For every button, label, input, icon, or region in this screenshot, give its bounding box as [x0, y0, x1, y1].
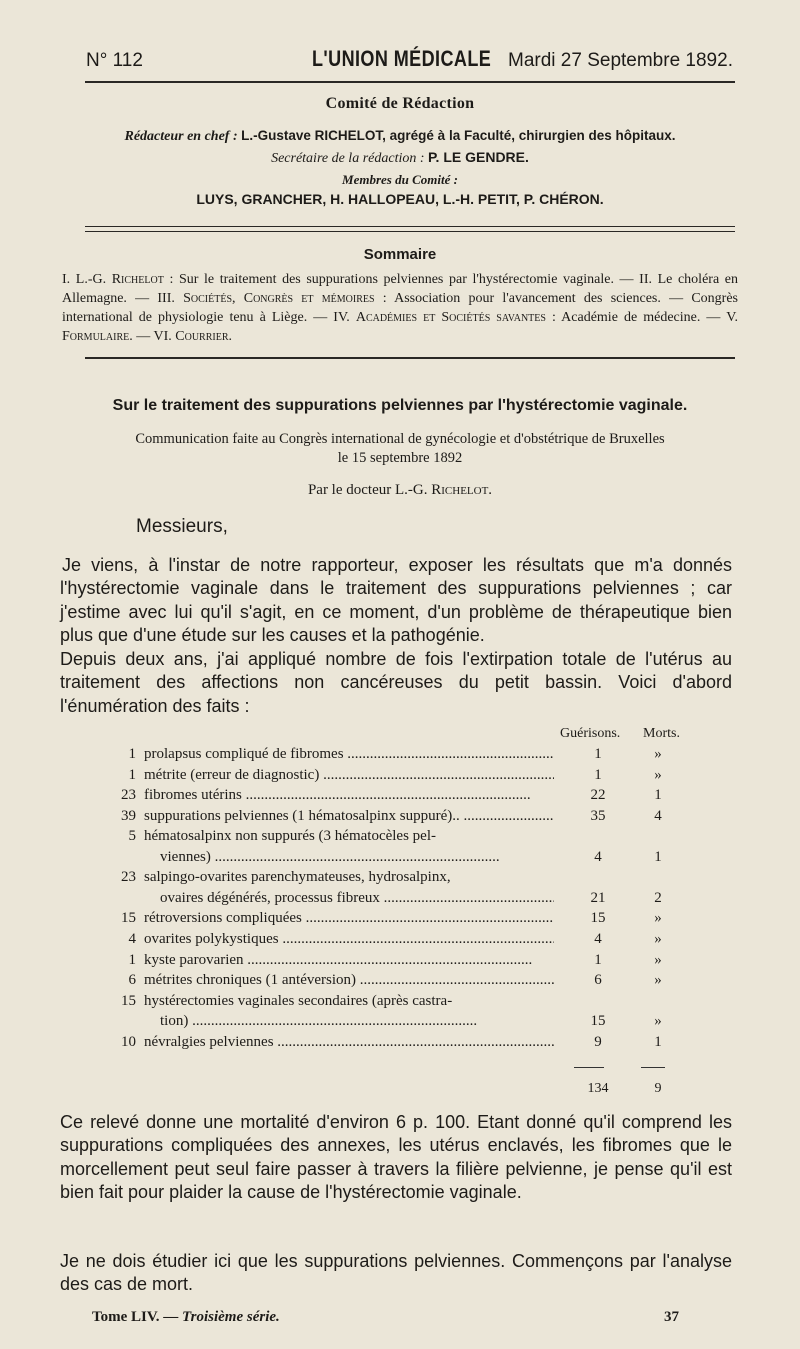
- case-count: 5: [128, 828, 136, 845]
- case-label-text: suppurations pelviennes (1 hématosalpinx suppuré).. .....: [144, 808, 554, 824]
- summary-author: L.-G. Richelot: [75, 272, 164, 287]
- paragraph-3: [60, 1111, 732, 1204]
- guerisons-value: 22: [590, 787, 606, 804]
- case-count: 1: [128, 951, 136, 968]
- case-count: 23: [121, 869, 136, 886]
- case-label-line-2: viennes) .....: [144, 847, 554, 868]
- morts-value: 4: [654, 807, 662, 824]
- members-label: Membres du Comité :: [342, 172, 458, 187]
- case-count: 10: [121, 1033, 136, 1050]
- table-row: [100, 806, 730, 827]
- guerisons-value: 21: [590, 889, 606, 906]
- guerisons-value: 35: [590, 807, 606, 824]
- summary-part: : Association pour l'avancement des sciences. — Congrès international de physiologie tenu à Liège. — IV.: [62, 291, 738, 325]
- morts-value: 1: [654, 848, 662, 865]
- secretary-name: P. LE GENDRE.: [428, 149, 529, 165]
- byline: [60, 482, 740, 499]
- issue-number: N° 112: [86, 50, 143, 71]
- case-count: 4: [128, 930, 136, 947]
- byline-prefix: Par le docteur: [307, 482, 395, 498]
- case-label-text: fibromes utérins .....: [144, 787, 531, 803]
- column-guerisons: Guérisons.: [560, 726, 621, 741]
- morts-value: 1: [654, 787, 662, 804]
- communication-note: [60, 430, 740, 468]
- case-label: [144, 929, 554, 950]
- case-label: [144, 826, 554, 867]
- case-label-line-1: hystérectomies vaginales secondaires (après castra-: [144, 992, 453, 1009]
- case-label-text: névralgies pelviennes .....: [144, 1034, 554, 1050]
- summary-part: : Académie de médecine. — V.: [545, 310, 738, 325]
- table-row: [100, 765, 730, 786]
- morts-value: 1: [654, 1033, 662, 1050]
- morts-value: »: [654, 930, 662, 947]
- morts-value: »: [654, 951, 662, 968]
- article-title: Sur le traitement des suppurations pelviennes par l'hystérectomie vaginale.: [112, 397, 688, 414]
- case-label-text: métrites chroniques (1 antéversion) .....: [144, 972, 554, 988]
- issue-date: Mardi 27 Septembre 1892.: [508, 50, 733, 71]
- total-guerisons: 134: [587, 1081, 609, 1096]
- total-rule-morts: [641, 1067, 665, 1068]
- members-list: LUYS, GRANCHER, H. HALLOPEAU, L.-H. PETIT, P. CHÉRON.: [196, 191, 604, 207]
- case-label: [144, 991, 554, 1032]
- paragraph-1-text: Je viens, à l'instar de notre rapporteur, exposer les résultats que m'a donnés l'hystérectomie vaginale dans le traitement des suppurations pelviennes ; car j'estime avec lui qu'il s'agit, en ce moment, d'un problème de thérapeutique bien plus que d'une étude sur les causes et la pathogénie.: [60, 555, 732, 645]
- case-label-text: prolapsus compliqué de fibromes .....: [144, 746, 554, 762]
- guerisons-value: 15: [590, 910, 606, 927]
- morts-value: »: [654, 766, 662, 783]
- guerisons-value: 15: [590, 1013, 606, 1030]
- case-label-text: kyste parovarien .....: [144, 952, 532, 968]
- paragraph-1: [60, 554, 732, 647]
- guerisons-value: 4: [594, 848, 602, 865]
- case-label-text: ovarites polykystiques .....: [144, 931, 554, 947]
- table-row: [100, 970, 730, 991]
- cases-table: [100, 744, 730, 1052]
- chief-editor-line: [60, 128, 740, 145]
- table-row: [100, 991, 730, 1032]
- morts-value: »: [654, 746, 662, 762]
- secretary-label: Secrétaire de la rédaction :: [271, 151, 425, 166]
- paragraph-2-text: Depuis deux ans, j'ai appliqué nombre de fois l'extirpation totale de l'utérus au traitement des affections non cancéreuses du petit bassin. Voici d'abord l'énumération des faits :: [60, 649, 732, 716]
- byline-author: L.-G. Richelot.: [395, 482, 493, 498]
- case-count: 1: [128, 766, 136, 783]
- case-count: 6: [128, 972, 136, 989]
- case-label-line-1: hématosalpinx non suppurés (3 hématocèles pel-: [144, 828, 437, 845]
- summary-section: Courrier: [175, 329, 229, 344]
- case-label: [144, 806, 554, 827]
- footer-serie: Troisième série.: [182, 1309, 280, 1325]
- summary-part: .: [228, 329, 232, 344]
- column-morts: Morts.: [643, 726, 680, 741]
- communication-line-2: le 15 septembre 1892: [337, 450, 463, 466]
- communication-line-1: Communication faite au Congrès international de gynécologie et d'obstétrique de Bruxelles: [135, 431, 665, 447]
- journal-title: L'UNION MÉDICALE: [312, 46, 492, 71]
- page-number: 37: [664, 1309, 679, 1325]
- table-row: [100, 929, 730, 950]
- table-row: [100, 908, 730, 929]
- guerisons-value: 6: [594, 972, 602, 989]
- summary-part: . — VI.: [129, 329, 176, 344]
- case-label-line-1: salpingo-ovarites parenchymateuses, hydrosalpinx,: [144, 869, 451, 886]
- case-label: [144, 970, 554, 991]
- footer-volume: [92, 1309, 280, 1326]
- summary-section: Formulaire: [62, 329, 130, 344]
- morts-value: »: [654, 972, 662, 989]
- table-row: [100, 867, 730, 908]
- committee-rule-1: [85, 226, 735, 227]
- committee-title: Comité de Rédaction: [325, 95, 475, 112]
- case-label: [144, 867, 554, 908]
- summary-section: Sociétés, Congrès et mémoires: [183, 291, 375, 306]
- table-row: [100, 785, 730, 806]
- case-label-text: rétroversions compliquées .....: [144, 910, 554, 926]
- guerisons-value: 9: [594, 1033, 602, 1050]
- paragraph-2: [60, 648, 732, 718]
- paragraph-4: [60, 1250, 732, 1297]
- committee-rule-2: [85, 231, 735, 232]
- morts-value: »: [654, 910, 662, 927]
- chief-editor-label: Rédacteur en chef :: [124, 129, 238, 144]
- secretary-line: [60, 149, 740, 167]
- case-label-line-2: tion) .....: [144, 1011, 554, 1032]
- case-label: [144, 785, 554, 806]
- chief-editor-name: L.-Gustave RICHELOT, agrégé à la Faculté, chirurgien des hôpitaux.: [241, 128, 676, 143]
- case-count: 39: [121, 807, 136, 824]
- case-label-line-2: ovaires dégénérés, processus fibreux .....: [144, 888, 554, 909]
- case-label: [144, 908, 554, 929]
- case-label: [144, 950, 554, 971]
- guerisons-value: 1: [594, 951, 602, 968]
- summary-text: [62, 270, 738, 346]
- table-row: [100, 950, 730, 971]
- case-label: [144, 744, 554, 765]
- morts-value: 2: [654, 889, 662, 906]
- guerisons-value: 1: [594, 766, 602, 783]
- summary-title: Sommaire: [363, 246, 437, 263]
- total-rule-guerisons: [574, 1067, 604, 1068]
- case-label: [144, 1032, 554, 1053]
- case-count: 23: [121, 787, 136, 804]
- summary-part: : Sur le traitement des suppurations pelviennes par l'hystérectomie vaginale. — II. Le choléra en Allemagne. — III.: [62, 272, 738, 306]
- case-count: 15: [121, 910, 136, 927]
- summary-rule: [85, 357, 735, 359]
- morts-value: »: [654, 1013, 662, 1030]
- summary-part: I.: [62, 272, 76, 287]
- case-label: [144, 765, 554, 786]
- salutation: Messieurs,: [136, 516, 228, 537]
- paragraph-3-text: Ce relevé donne une mortalité d'environ 6 p. 100. Etant donné qu'il comprend les suppurations compliquées des annexes, les utérus enclavés, les fibromes que le morcellement peut seul faire passer à travers la filière pelvienne, je pense qu'il est bien fait pour plaider la cause de l'hystérectomie vaginale.: [60, 1112, 732, 1202]
- case-count: 15: [121, 992, 136, 1009]
- guerisons-value: 4: [594, 930, 602, 947]
- table-row: [100, 826, 730, 867]
- header-rule: [85, 81, 735, 83]
- table-row: [100, 744, 730, 765]
- total-morts: 9: [654, 1081, 662, 1096]
- case-label-text: métrite (erreur de diagnostic) .....: [144, 767, 554, 783]
- summary-section: Académies et Sociétés savantes: [355, 310, 546, 325]
- footer-tome: Tome LIV. —: [92, 1309, 183, 1325]
- case-count: 1: [128, 746, 136, 762]
- table-row: [100, 1032, 730, 1053]
- guerisons-value: 1: [594, 746, 602, 762]
- paragraph-4-text: Je ne dois étudier ici que les suppurations pelviennes. Commençons par l'analyse des cas de mort.: [60, 1251, 732, 1295]
